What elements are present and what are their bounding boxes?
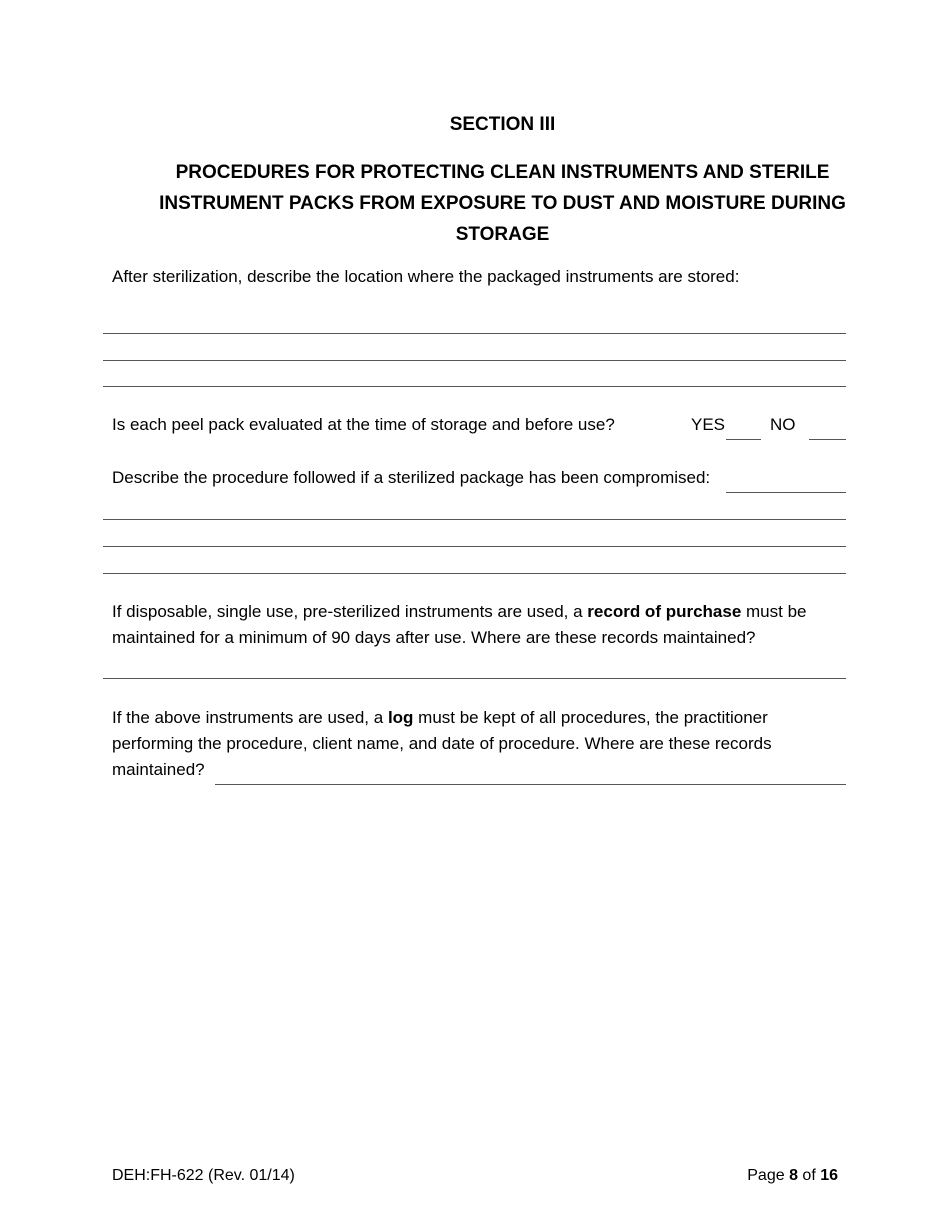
compromised-answer-line-2[interactable] xyxy=(103,546,846,547)
compromised-question: Describe the procedure followed if a sterilized package has been compromised: xyxy=(112,468,711,487)
storage-answer-line-1[interactable] xyxy=(103,333,846,334)
page-total: 16 xyxy=(820,1167,838,1184)
disposable-text-post: must be maintained for a minimum of 90 days after use. Where are these records maintained? xyxy=(112,602,807,647)
page-number xyxy=(747,1167,838,1185)
log-answer-line[interactable] xyxy=(215,784,846,785)
compromised-answer-inline-line[interactable] xyxy=(726,492,846,493)
records-answer-line[interactable] xyxy=(103,678,846,679)
page-title: PROCEDURES FOR PROTECTING CLEAN INSTRUMENTS AND STERILE INSTRUMENT PACKS FROM EXPOSURE TO DUST AND MOISTURE DURING STORAGE xyxy=(159,162,846,245)
form-id: DEH:FH-622 (Rev. 01/14) xyxy=(112,1167,295,1184)
section-heading: SECTION III xyxy=(449,114,556,135)
compromised-answer-line-3[interactable] xyxy=(103,573,846,574)
no-label: NO xyxy=(770,415,796,434)
disposable-question xyxy=(112,599,812,651)
page-of: of xyxy=(797,1167,821,1184)
peel-pack-question: Is each peel pack evaluated at the time of storage and before use? xyxy=(112,415,615,434)
log-text-post: must be kept of all procedures, the practitioner performing the procedure, client name, and date of procedure. Where are these records maintained? xyxy=(112,708,772,779)
storage-answer-line-3[interactable] xyxy=(103,386,846,387)
record-of-purchase-text: record of purchase xyxy=(587,602,742,621)
yes-answer-line[interactable] xyxy=(726,439,761,440)
storage-location-question: After sterilization, describe the location where the packaged instruments are stored: xyxy=(112,267,740,286)
compromised-answer-line-1[interactable] xyxy=(103,519,846,520)
no-answer-line[interactable] xyxy=(809,439,846,440)
disposable-text-pre: If disposable, single use, pre-sterilized instruments are used, a xyxy=(112,602,588,621)
page-word: Page xyxy=(747,1167,790,1184)
log-text-pre: If the above instruments are used, a xyxy=(112,708,388,727)
yes-label: YES xyxy=(691,415,726,434)
log-question xyxy=(112,705,802,783)
page-current: 8 xyxy=(789,1167,798,1184)
storage-answer-line-2[interactable] xyxy=(103,360,846,361)
log-bold-text: log xyxy=(387,708,414,727)
